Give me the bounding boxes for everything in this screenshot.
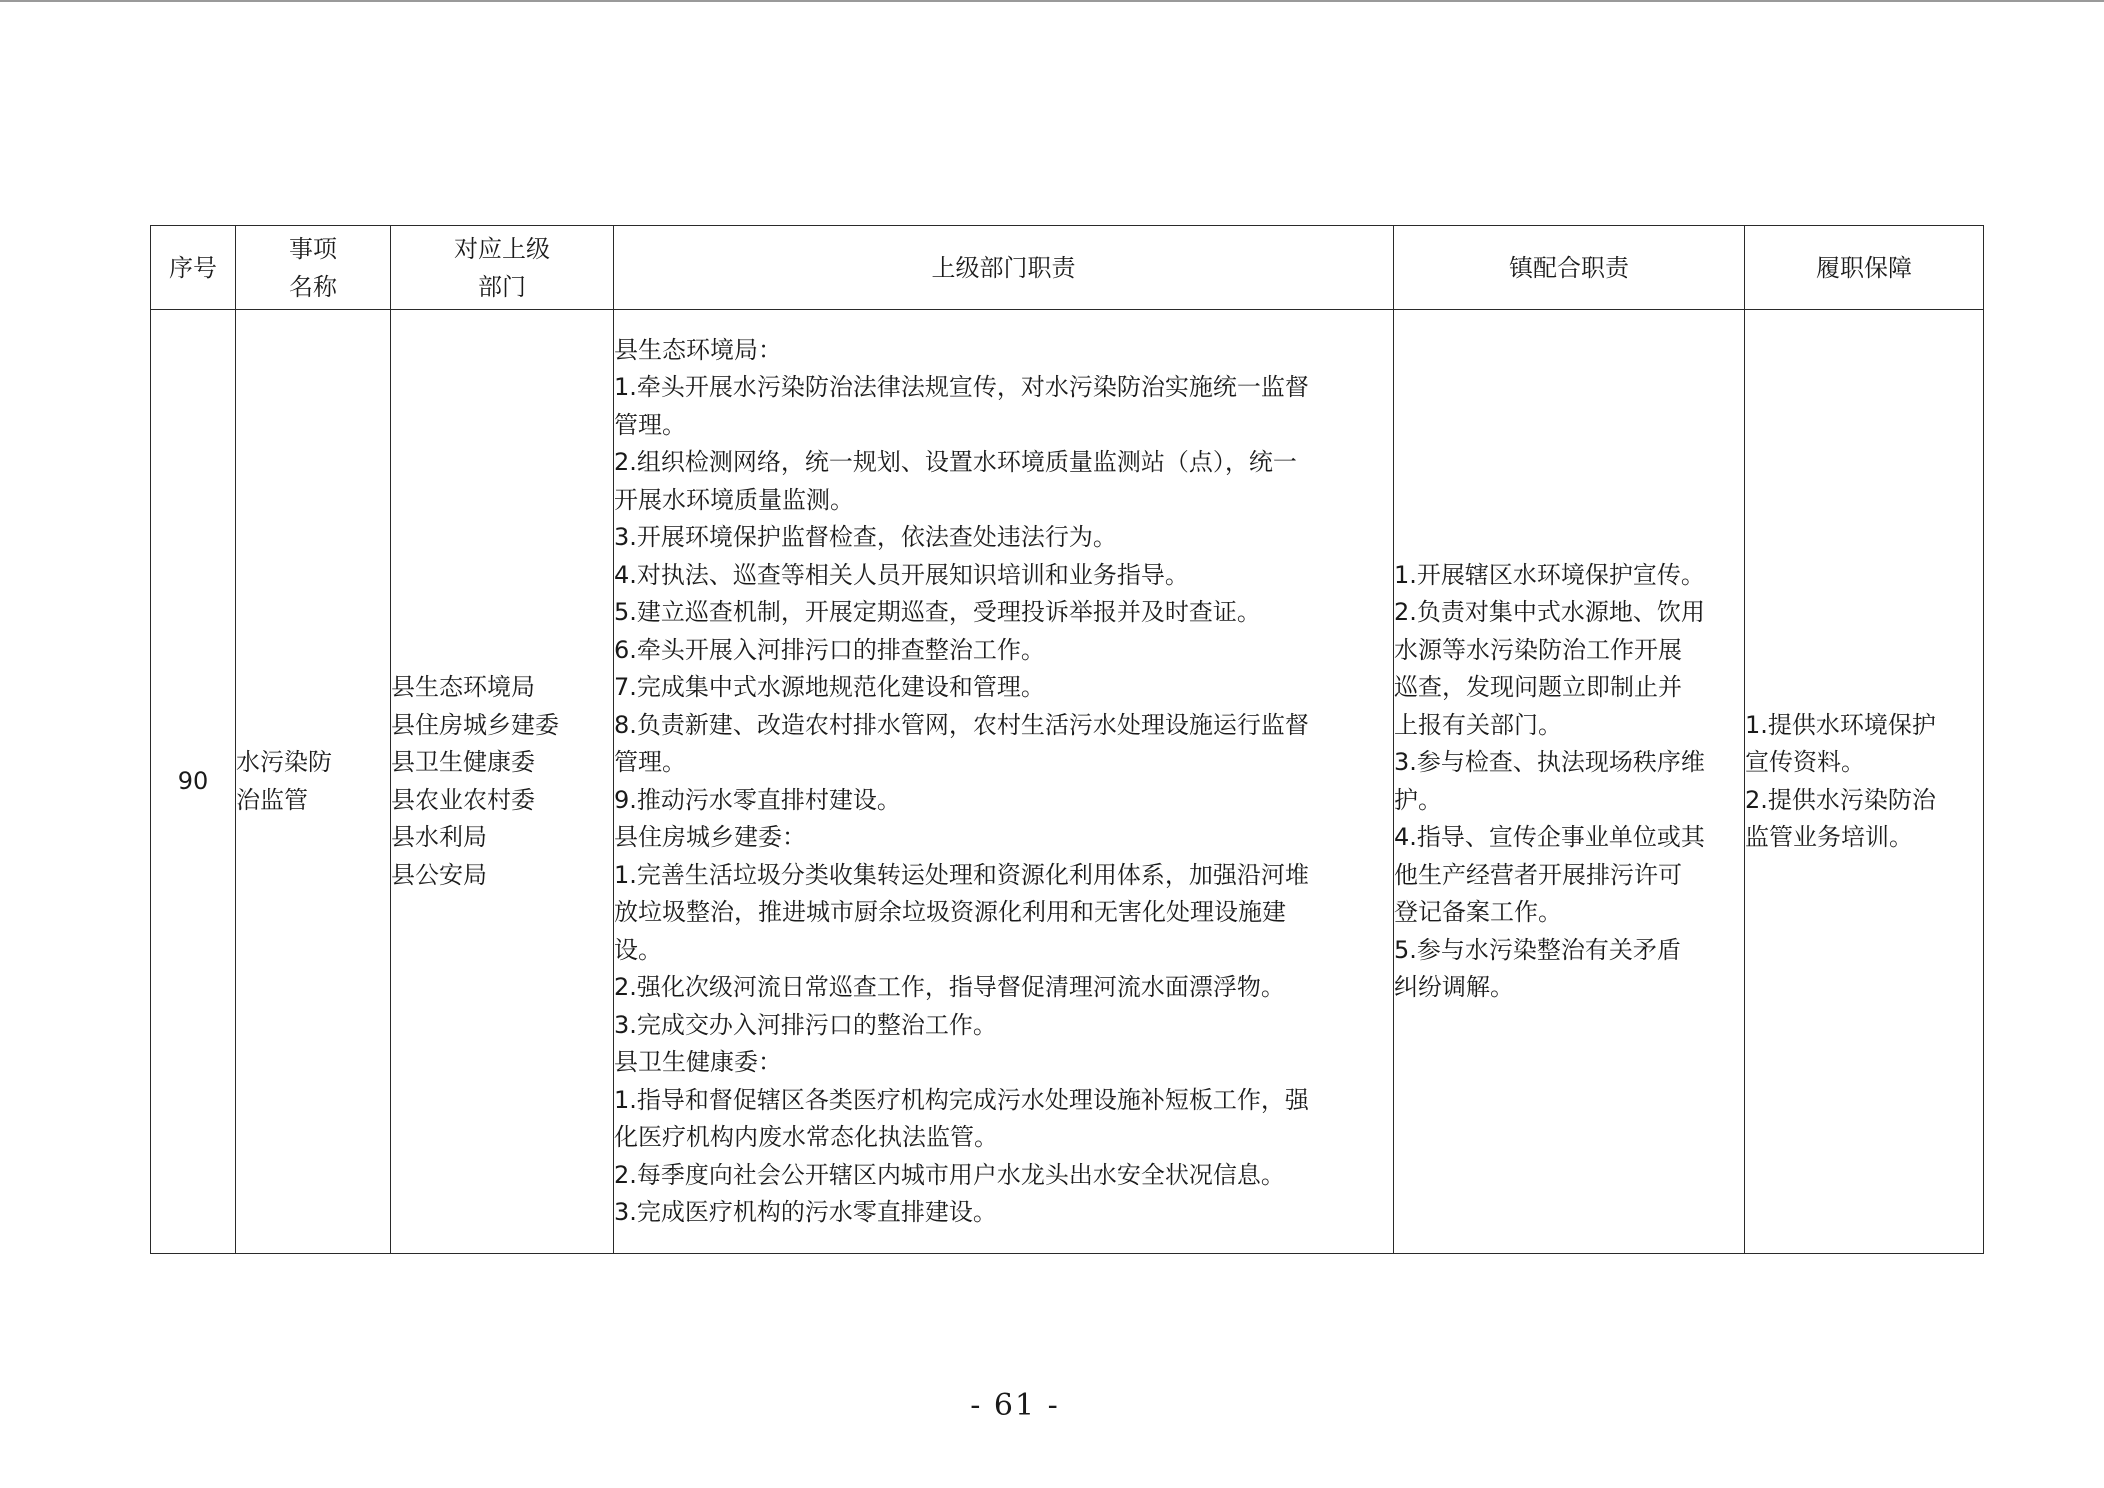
table-header-row	[151, 226, 1984, 310]
table-row	[151, 310, 1984, 1254]
duty-table	[150, 225, 1984, 1254]
header-upper-duty: 上级部门职责	[614, 226, 1394, 310]
cell-item-name: 水污染防 治监管	[236, 310, 391, 1254]
cell-seq: 90	[151, 310, 236, 1254]
header-town-duty: 镇配合职责	[1394, 226, 1745, 310]
cell-upper-duty: 县生态环境局： 1.牵头开展水污染防治法律法规宣传，对水污染防治实施统一监督 管理。 2.组织检测网络，统一规划、设置水环境质量监测站（点），统一 开展水环境质量监测。 3.开展环境保护监督检查，依法查处违法行为。 4.对执法、巡查等相关人员开展知识培训和业务指导。 5.建立巡查机制，开展定期巡查，受理投诉举报并及时查证。 6.牵头开展入河排污口的排查整治工作。 7.完成集中式水源地规范化建设和管理。 8.负责新建、改造农村排水管网，农村生活污水处理设施运行监督 管理。 9.推动污水零直排村建设。 县住房城乡建委： 1.完善生活垃圾分类收集转运处理和资源化利用体系，加强沿河堆 放垃圾整治，推进城市厨余垃圾资源化利用和无害化处理设施建 设。 2.强化次级河流日常巡查工作，指导督促清理河流水面漂浮物。 3.完成交办入河排污口的整治工作。 县卫生健康委： 1.指导和督促辖区各类医疗机构完成污水处理设施补短板工作，强 化医疗机构内废水常态化执法监管。 2.每季度向社会公开辖区内城市用户水龙头出水安全状况信息。 3.完成医疗机构的污水零直排建设。	[614, 310, 1394, 1254]
header-guarantee: 履职保障	[1745, 226, 1984, 310]
header-upper-dept: 对应上级 部门	[391, 226, 614, 310]
cell-guarantee: 1.提供水环境保护 宣传资料。 2.提供水污染防治 监管业务培训。	[1745, 310, 1984, 1254]
header-item-name: 事项 名称	[236, 226, 391, 310]
top-border-line	[0, 0, 2104, 2]
cell-upper-dept: 县生态环境局 县住房城乡建委 县卫生健康委 县农业农村委 县水利局 县公安局	[391, 310, 614, 1254]
cell-town-duty: 1.开展辖区水环境保护宣传。 2.负责对集中式水源地、饮用 水源等水污染防治工作开展 巡查，发现问题立即制止并 上报有关部门。 3.参与检查、执法现场秩序维 护。 4.指导、宣传企事业单位或其 他生产经营者开展排污许可 登记备案工作。 5.参与水污染整治有关矛盾 纠纷调解。	[1394, 310, 1745, 1254]
header-seq: 序号	[151, 226, 236, 310]
page-number: - 61 -	[970, 1388, 1060, 1423]
